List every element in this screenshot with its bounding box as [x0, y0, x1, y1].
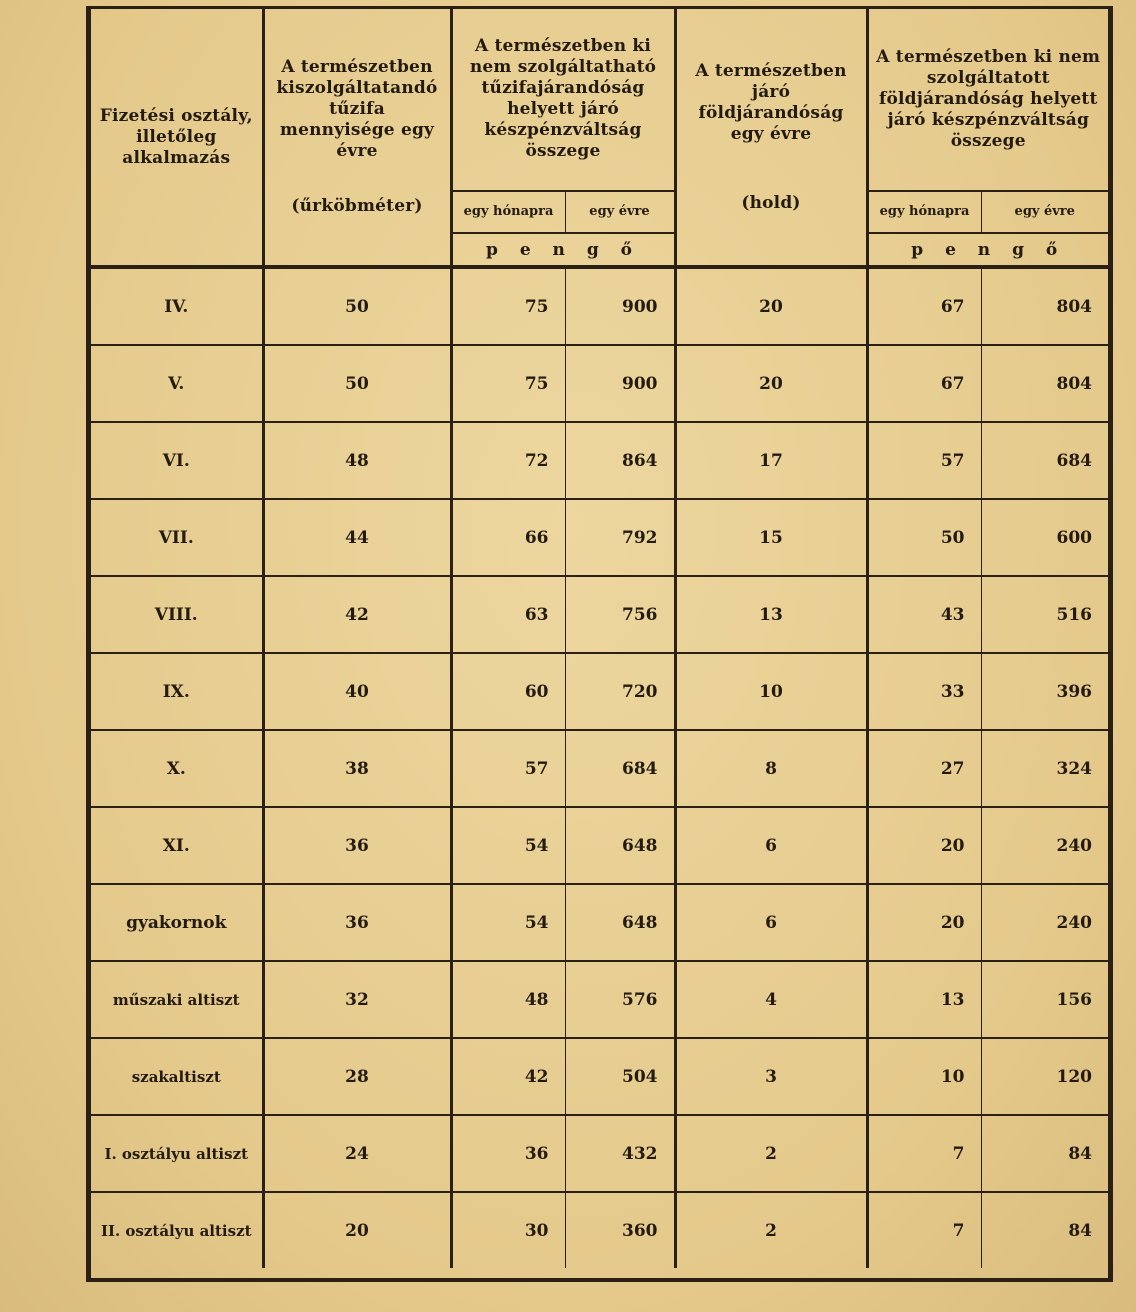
cell-text-label: XI. — [162, 835, 190, 856]
cell-text-wood: 38 — [345, 758, 369, 779]
cell-firewood-month — [451, 267, 565, 345]
cell-land-month — [867, 653, 981, 730]
cell-land-allowance — [675, 576, 867, 653]
cell-text-wood: 44 — [345, 527, 369, 548]
header-land-allowance-text: A természetben járó földjárandóság egy évre — [695, 60, 847, 144]
cell-firewood-year — [565, 884, 675, 961]
cell-firewood-year — [565, 653, 675, 730]
cell-text-wood-year: 684 — [622, 758, 658, 779]
table-row — [91, 1038, 1108, 1115]
cell-firewood-month — [451, 653, 565, 730]
cell-firewood-month — [451, 1192, 565, 1268]
cell-text-wood-month: 36 — [524, 1143, 549, 1164]
cell-firewood-year — [565, 267, 675, 345]
cell-text-land-month: 20 — [940, 912, 965, 933]
row-label — [91, 345, 263, 422]
cell-land-year — [981, 1038, 1108, 1115]
cell-land-month — [867, 345, 981, 422]
cell-text-land: 20 — [759, 296, 783, 317]
header-pay-class-text: Fizetési osztály, illetőleg alkalmazás — [99, 105, 253, 168]
cell-text-label: IV. — [164, 296, 189, 317]
row-label — [91, 499, 263, 576]
cell-text-land-month: 50 — [940, 527, 965, 548]
header-land-currency — [867, 233, 1108, 267]
cell-text-label: I. osztályu altiszt — [104, 1144, 249, 1163]
cell-firewood-year — [565, 345, 675, 422]
cell-land-month — [867, 807, 981, 884]
cell-text-land-month: 10 — [940, 1066, 965, 1087]
row-label — [91, 267, 263, 345]
cell-land-allowance — [675, 653, 867, 730]
cell-text-label: gyakornok — [126, 912, 227, 933]
cell-text-wood-month: 42 — [524, 1066, 549, 1087]
cell-firewood-quantity — [263, 1192, 451, 1268]
cell-text-wood-year: 648 — [622, 912, 658, 933]
cell-text-land-year: 804 — [1056, 296, 1092, 317]
cell-firewood-year — [565, 1192, 675, 1268]
cell-text-wood-year: 792 — [622, 527, 658, 548]
cell-text-label: VIII. — [154, 604, 198, 625]
cell-text-wood-year: 504 — [622, 1066, 658, 1087]
cell-text-land: 3 — [765, 1066, 777, 1087]
cell-text-land: 4 — [765, 989, 777, 1010]
table-row — [91, 345, 1108, 422]
header-pay-class — [91, 9, 263, 267]
cell-land-year — [981, 267, 1108, 345]
cell-firewood-month — [451, 961, 565, 1038]
cell-firewood-month — [451, 1038, 565, 1115]
cell-land-year — [981, 576, 1108, 653]
row-label — [91, 884, 263, 961]
cell-text-land-month: 33 — [940, 681, 965, 702]
cell-text-land-year: 684 — [1056, 450, 1092, 471]
cell-text-land-month: 43 — [940, 604, 965, 625]
header-firewood-unit: (űrköbméter) — [291, 196, 423, 216]
cell-land-year — [981, 422, 1108, 499]
table-row — [91, 1115, 1108, 1192]
cell-text-wood: 32 — [345, 989, 369, 1010]
header-land-unit: (hold) — [741, 192, 801, 213]
row-label — [91, 730, 263, 807]
cell-firewood-month — [451, 807, 565, 884]
row-label — [91, 653, 263, 730]
cell-text-wood: 36 — [345, 912, 369, 933]
header-land-currency-text: p e n g ő — [911, 239, 1066, 260]
cell-text-label: II. osztályu altiszt — [100, 1221, 252, 1240]
cell-text-wood-month: 54 — [524, 835, 549, 856]
cell-text-label: IX. — [162, 681, 190, 702]
cell-firewood-month — [451, 422, 565, 499]
table-row — [91, 422, 1108, 499]
cell-land-month — [867, 1115, 981, 1192]
cell-firewood-quantity — [263, 422, 451, 499]
cell-text-land-year: 156 — [1056, 989, 1092, 1010]
cell-firewood-month — [451, 730, 565, 807]
cell-firewood-year — [565, 1115, 675, 1192]
cell-text-land-year: 324 — [1056, 758, 1092, 779]
cell-text-label: V. — [168, 373, 185, 394]
cell-text-land-month: 7 — [952, 1143, 965, 1164]
cell-text-land-month: 13 — [940, 989, 965, 1010]
cell-land-allowance — [675, 1038, 867, 1115]
header-firewood-month — [451, 191, 565, 234]
cell-text-wood: 40 — [345, 681, 369, 702]
cell-land-month — [867, 499, 981, 576]
cell-text-wood-month: 72 — [524, 450, 549, 471]
cell-land-allowance — [675, 499, 867, 576]
cell-text-wood-year: 756 — [622, 604, 658, 625]
row-label — [91, 1038, 263, 1115]
cell-text-land: 17 — [759, 450, 783, 471]
cell-text-land-year: 84 — [1068, 1143, 1092, 1164]
cell-text-land-month: 67 — [940, 296, 965, 317]
cell-text-wood-year: 648 — [622, 835, 658, 856]
table-row — [91, 576, 1108, 653]
cell-text-land: 2 — [765, 1220, 777, 1241]
cell-text-land-year: 120 — [1056, 1066, 1092, 1087]
table-row — [91, 961, 1108, 1038]
table-row — [91, 807, 1108, 884]
cell-firewood-year — [565, 1038, 675, 1115]
cell-land-allowance — [675, 1115, 867, 1192]
cell-firewood-quantity — [263, 961, 451, 1038]
cell-text-wood-year: 360 — [622, 1220, 658, 1241]
table-row — [91, 730, 1108, 807]
cell-text-land: 8 — [765, 758, 777, 779]
cell-firewood-quantity — [263, 1038, 451, 1115]
cell-text-wood: 24 — [345, 1143, 369, 1164]
cell-firewood-month — [451, 1115, 565, 1192]
cell-text-land-year: 600 — [1056, 527, 1092, 548]
cell-firewood-year — [565, 730, 675, 807]
cell-text-wood: 50 — [345, 296, 369, 317]
cell-firewood-quantity — [263, 1115, 451, 1192]
cell-land-month — [867, 1038, 981, 1115]
table-row — [91, 884, 1108, 961]
header-land-year — [981, 191, 1108, 234]
cell-text-land-year: 240 — [1056, 835, 1092, 856]
cell-text-label: X. — [166, 758, 186, 779]
table-row — [91, 1192, 1108, 1268]
table-row — [91, 653, 1108, 730]
cell-land-allowance — [675, 730, 867, 807]
cell-text-wood: 20 — [345, 1220, 369, 1241]
cell-land-allowance — [675, 884, 867, 961]
cell-text-wood: 28 — [345, 1066, 369, 1087]
cell-land-allowance — [675, 345, 867, 422]
cell-land-allowance — [675, 422, 867, 499]
cell-text-land: 15 — [759, 527, 783, 548]
cell-land-year — [981, 961, 1108, 1038]
cell-text-label: VI. — [162, 450, 190, 471]
header-firewood-currency-text: p e n g ő — [486, 239, 640, 260]
cell-text-land-year: 804 — [1056, 373, 1092, 394]
cell-firewood-quantity — [263, 653, 451, 730]
cell-firewood-quantity — [263, 807, 451, 884]
header-land-month — [867, 191, 981, 234]
cell-text-land-month: 27 — [940, 758, 965, 779]
cell-text-wood: 48 — [345, 450, 369, 471]
cell-land-year — [981, 345, 1108, 422]
header-firewood-currency — [451, 233, 675, 267]
cell-text-wood-year: 900 — [622, 373, 658, 394]
cell-text-land-month: 67 — [940, 373, 965, 394]
cell-text-label: műszaki altiszt — [112, 990, 240, 1009]
cell-land-year — [981, 653, 1108, 730]
header-land-year-text: egy évre — [1014, 204, 1075, 220]
cell-land-allowance — [675, 807, 867, 884]
cell-text-wood-month: 30 — [524, 1220, 549, 1241]
row-label — [91, 961, 263, 1038]
cell-firewood-quantity — [263, 499, 451, 576]
cell-text-wood-month: 66 — [524, 527, 549, 548]
cell-firewood-month — [451, 499, 565, 576]
cell-text-wood-year: 432 — [622, 1143, 658, 1164]
cell-firewood-year — [565, 807, 675, 884]
cell-firewood-quantity — [263, 884, 451, 961]
cell-text-land: 2 — [765, 1143, 777, 1164]
cell-text-land-year: 84 — [1068, 1220, 1092, 1241]
cell-text-wood-month: 63 — [524, 604, 549, 625]
cell-firewood-year — [565, 422, 675, 499]
row-label — [91, 576, 263, 653]
cell-text-land: 20 — [759, 373, 783, 394]
cell-text-label: VII. — [158, 527, 194, 548]
cell-land-month — [867, 267, 981, 345]
cell-text-land: 6 — [765, 835, 777, 856]
header-land-allowance — [675, 9, 867, 267]
cell-firewood-year — [565, 576, 675, 653]
header-firewood-year — [565, 191, 675, 234]
cell-land-month — [867, 422, 981, 499]
cell-firewood-quantity — [263, 267, 451, 345]
cell-text-wood-month: 60 — [524, 681, 549, 702]
cell-text-wood-month: 75 — [524, 296, 549, 317]
cell-text-land-month: 57 — [940, 450, 965, 471]
cell-text-land-year: 396 — [1056, 681, 1092, 702]
cell-text-wood-month: 48 — [524, 989, 549, 1010]
cell-firewood-month — [451, 576, 565, 653]
cell-land-allowance — [675, 961, 867, 1038]
cell-text-wood: 50 — [345, 373, 369, 394]
allowance-table — [91, 9, 1108, 1268]
cell-land-year — [981, 499, 1108, 576]
cell-land-year — [981, 884, 1108, 961]
row-label — [91, 807, 263, 884]
cell-firewood-quantity — [263, 576, 451, 653]
header-firewood-cash-text: A természetben ki nem szolgáltatható tűzifajárandóság helyett járó készpénzváltság összege — [469, 36, 657, 162]
cell-land-month — [867, 730, 981, 807]
cell-land-allowance — [675, 1192, 867, 1268]
cell-firewood-year — [565, 499, 675, 576]
table-body — [91, 267, 1108, 1268]
cell-text-wood-year: 864 — [622, 450, 658, 471]
cell-text-land: 10 — [759, 681, 783, 702]
header-land-month-text: egy hónapra — [879, 204, 970, 220]
cell-land-year — [981, 730, 1108, 807]
cell-firewood-year — [565, 961, 675, 1038]
cell-text-wood-month: 57 — [524, 758, 549, 779]
cell-land-month — [867, 576, 981, 653]
cell-firewood-quantity — [263, 730, 451, 807]
cell-text-wood-month: 54 — [524, 912, 549, 933]
header-firewood-quantity-text: A természetben kiszolgáltatandó tűzifa mennyisége egy évre — [276, 57, 438, 161]
cell-land-year — [981, 1192, 1108, 1268]
cell-land-year — [981, 807, 1108, 884]
cell-land-month — [867, 1192, 981, 1268]
row-label — [91, 1192, 263, 1268]
cell-text-land-month: 7 — [952, 1220, 965, 1241]
table-row — [91, 499, 1108, 576]
header-firewood-quantity — [263, 9, 451, 267]
cell-text-wood-year: 576 — [622, 989, 658, 1010]
header-firewood-cash — [451, 9, 675, 191]
table-row — [91, 267, 1108, 345]
row-label — [91, 1115, 263, 1192]
cell-firewood-month — [451, 884, 565, 961]
header-firewood-year-text: egy évre — [589, 204, 650, 220]
cell-land-month — [867, 884, 981, 961]
header-land-cash-text: A természetben ki nem szolgáltatott földjárandóság helyett járó készpénzváltság összege — [876, 46, 1101, 151]
cell-text-wood: 42 — [345, 604, 369, 625]
cell-text-land: 13 — [759, 604, 783, 625]
row-label — [91, 422, 263, 499]
cell-land-month — [867, 961, 981, 1038]
cell-firewood-quantity — [263, 345, 451, 422]
cell-text-wood-year: 900 — [622, 296, 658, 317]
cell-text-land: 6 — [765, 912, 777, 933]
header-firewood-month-text: egy hónapra — [463, 204, 554, 220]
cell-text-land-year: 516 — [1056, 604, 1092, 625]
cell-text-wood-month: 75 — [524, 373, 549, 394]
header-land-cash — [867, 9, 1108, 191]
cell-firewood-month — [451, 345, 565, 422]
cell-text-wood: 36 — [345, 835, 369, 856]
cell-land-allowance — [675, 267, 867, 345]
cell-land-year — [981, 1115, 1108, 1192]
cell-text-land-month: 20 — [940, 835, 965, 856]
cell-text-label: szakaltiszt — [131, 1067, 221, 1086]
cell-text-land-year: 240 — [1056, 912, 1092, 933]
cell-text-wood-year: 720 — [622, 681, 658, 702]
